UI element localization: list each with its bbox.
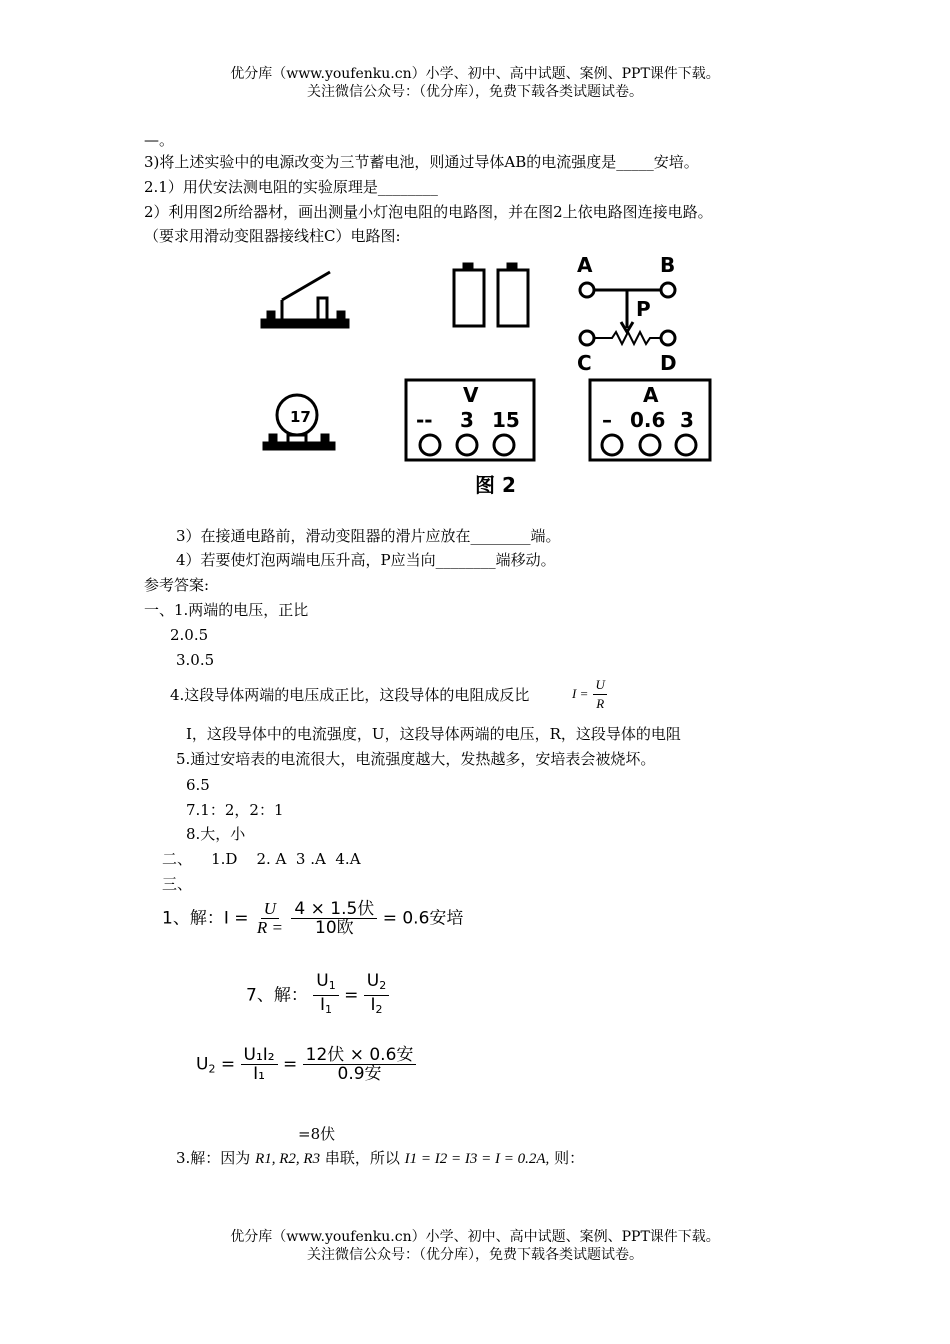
answer-line: 7.1：2，2：1 [186, 801, 284, 819]
sol3-eq1: = [220, 1054, 236, 1075]
section-title: 参考答案: [144, 576, 210, 594]
answer-line: 2.0.5 [170, 626, 209, 644]
sol2-a-den-sub: 1 [324, 1003, 332, 1016]
sol2-b-num-sub: 2 [379, 979, 387, 992]
sol3-a-den: I₁ [253, 1064, 265, 1084]
text-line: （要求用滑动变阻器接线柱C）电路图: [144, 227, 401, 245]
voltmeter-label: V [463, 383, 479, 407]
sol3-eq2: = [283, 1054, 298, 1075]
text-line: 3）在接通电路前，滑动变阻器的滑片应放在________端。 [176, 527, 561, 545]
sol3-text-b: R1, R2, R3 [255, 1151, 321, 1167]
voltmeter-terminal: 3 [460, 408, 474, 432]
slider-p-label: P [636, 297, 651, 321]
ammeter-label: A [643, 383, 659, 407]
sol2-eq: = [344, 985, 359, 1006]
rheostat-icon [580, 283, 675, 345]
figure-caption: 图 2 [475, 473, 516, 497]
ammeter-terminal: 0.6 [630, 408, 666, 432]
sol2-prefix: 7、解： [246, 985, 308, 1006]
text-line: 3)将上述实验中的电源改变为三节蓄电池，则通过导体AB的电流强度是_____安培。 [144, 153, 699, 171]
solution-1 [162, 900, 463, 937]
answer-line: 5.通过安培表的电流很大，电流强度越大，发热越多，安培表会被烧坏。 [176, 750, 656, 768]
answer-line: =8伏 [298, 1125, 336, 1143]
sol1-f2-den: 10欧 [315, 918, 354, 938]
voltmeter-terminal: 15 [492, 408, 520, 432]
sol1-f2-num: 4 × 1.5伏 [291, 900, 377, 919]
terminal-d-label: D [660, 351, 677, 375]
text-line: 4）若要使灯泡两端电压升高，P应当向________端移动。 [176, 551, 556, 569]
ammeter-terminal: 3 [680, 408, 694, 432]
solution-7-u2 [196, 1046, 416, 1083]
footer-line-1: 优分库（www.youfenku.cn）小学、初中、高中试题、案例、PPT课件下载。 [230, 1229, 720, 1245]
answer-line-3 [176, 1148, 584, 1169]
ohm-num: U [595, 677, 605, 692]
footer-line-2: 关注微信公众号：（优分库），免费下载各类试题试卷。 [307, 1247, 643, 1263]
solution-7 [246, 972, 389, 1019]
sol3-a-num: U₁I₂ [241, 1046, 278, 1065]
ohm-den: R [593, 694, 607, 713]
sol1-f1-num: U [261, 900, 279, 919]
sol3-text-e: 则： [554, 1149, 585, 1167]
sol2-a-num-sub: 1 [328, 979, 336, 992]
sol3-b-den: 0.9安 [337, 1064, 382, 1084]
figure-2 [250, 250, 720, 500]
sol3-text-a: 3.解：因为 [176, 1149, 251, 1167]
ohm-lhs: I = [572, 686, 589, 701]
bulb-mark: 17 [290, 408, 311, 426]
voltmeter-terminal: -- [416, 408, 433, 432]
answer-line: 6.5 [186, 776, 210, 794]
sol3-text-c: 串联，所以 [324, 1149, 400, 1167]
text-line: —。 [144, 131, 175, 149]
sol3-text-d: I1 = I2 = I3 = I = 0.2A, [404, 1151, 550, 1167]
terminal-b-label: B [660, 253, 676, 277]
sol3-b-num: 12伏 × 0.6安 [303, 1046, 417, 1065]
sol1-result: = 0.6安培 [382, 908, 464, 929]
text-line: 2.1）用伏安法测电阻的实验原理是________ [144, 178, 438, 196]
answer-line: 二、 1.D 2. A 3 .A 4.A [162, 850, 361, 868]
sol1-prefix: 1、解：I = [162, 908, 249, 929]
answer-line: I，这段导体中的电流强度，U，这段导体两端的电压，R，这段导体的电阻 [186, 725, 681, 743]
sol2-a-num: U [316, 971, 329, 991]
sol2-a-den: I [319, 995, 325, 1015]
sol2-b-den: I [370, 995, 376, 1015]
sol2-b-den-sub: 2 [375, 1003, 383, 1016]
switch-icon [262, 272, 348, 327]
answer-line: 8.大，小 [186, 825, 246, 843]
sol2-b-num: U [366, 971, 380, 991]
header-line-1: 优分库（www.youfenku.cn）小学、初中、高中试题、案例、PPT课件下载。 [230, 66, 720, 82]
ammeter-terminal: – [602, 408, 612, 432]
battery-icon [454, 264, 528, 326]
sol3-lhs: U [196, 1054, 209, 1075]
text-line: 2）利用图2所给器材，画出测量小灯泡电阻的电路图，并在图2上依电路图连接电路。 [144, 203, 713, 221]
answer-line: 3.0.5 [176, 651, 215, 669]
terminal-a-label: A [577, 253, 593, 277]
ohm-formula [572, 676, 608, 713]
header-line-2: 关注微信公众号：（优分库），免费下载各类试题试卷。 [307, 84, 643, 100]
answer-line: 一、1.两端的电压，正比 [144, 601, 309, 619]
sol1-f1-den: R = [256, 918, 283, 937]
terminal-c-label: C [577, 351, 592, 375]
answer-line: 4.这段导体两端的电压成正比，这段导体的电阻成反比 [170, 686, 530, 704]
answer-line: 三、 [162, 875, 193, 893]
sol3-lhs-sub: 2 [208, 1062, 216, 1076]
